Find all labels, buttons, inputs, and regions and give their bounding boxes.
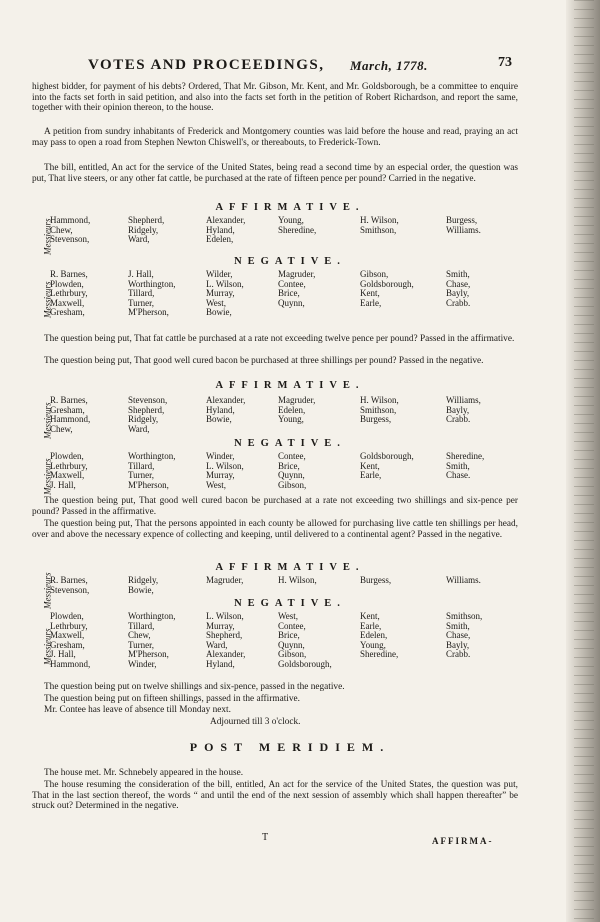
member-name: H. Wilson, [360, 395, 399, 405]
member-name: J. Hall, [50, 479, 76, 490]
member-name: Plowden, [50, 451, 84, 461]
heading-affirmative-1: AFFIRMATIVE. [215, 202, 365, 213]
member-name: Chew, [50, 224, 73, 235]
member-name: Murray, [206, 288, 235, 299]
member-name: Worthington, [128, 611, 176, 621]
member-name: Contee, [278, 278, 306, 289]
member-name: Stevenson, [50, 234, 90, 245]
running-date: March, 1778. [350, 58, 428, 73]
member-name: Bowie, [128, 584, 154, 595]
member-name: Ridgely, [128, 575, 159, 585]
member-name: Quynn, [278, 639, 305, 650]
member-name: Tillard, [128, 620, 155, 631]
member-name [278, 586, 360, 596]
paragraph-8b: The question being put on fifteen shillings, passed in the affirmative. [44, 694, 300, 704]
member-name: Tillard, [128, 460, 155, 471]
member-name: Murray, [206, 620, 235, 631]
messieurs-label: Messieurs [42, 458, 53, 496]
member-name: Hammond, [50, 414, 91, 425]
member-name: Williams. [446, 224, 481, 235]
member-name: Contee, [278, 620, 306, 631]
member-name [278, 425, 360, 435]
paragraph-2: A petition from sundry inhabitants of Frederick and Montgomery counties was laid before the house and read, praying an act may pass to open a road from Stephen Newton Chiswell's, or thereabouts, to Frederick-Town. [32, 127, 518, 148]
vote-list-affirmative-2 [36, 395, 506, 440]
member-name [360, 660, 446, 670]
member-name: Ward, [206, 639, 228, 650]
member-name: Smithson, [360, 404, 397, 415]
member-name: Murray, [206, 470, 235, 481]
member-name [360, 308, 446, 318]
member-name: Stevenson, [128, 395, 168, 405]
member-name: M'Pherson, [128, 649, 169, 660]
paragraph-10: The house resuming the consideration of the bill, entitled, An act for the service of the United States, the question was put, That in the last section thereof, the words “ and until the end of the next session of assembly which shall happen thereafter” be struck out? Determined in the negative. [32, 780, 518, 812]
member-name: Ridgely, [128, 414, 159, 425]
member-name [360, 425, 446, 435]
member-name: Lethrbury, [50, 460, 88, 471]
member-name: Bayly, [446, 404, 470, 415]
member-name: Young, [360, 639, 386, 650]
paragraph-7: The question being put, That the persons appointed in each county be allowed for purchasing live cattle ten shillings per head, over and above the necessary expence of collecting and keeping, until delivered to a continental agent? Passed in the negative. [32, 519, 518, 540]
member-name: H. Wilson, [278, 575, 317, 585]
member-name: Smith, [446, 620, 470, 631]
messieurs-label: Messieurs [42, 628, 53, 666]
member-name: Shepherd, [128, 215, 165, 225]
page-number: 73 [498, 55, 512, 70]
member-name: Quynn, [278, 470, 305, 481]
paragraph-9: The house met. Mr. Schnebely appeared in the house. [44, 768, 244, 778]
page-header [88, 57, 518, 74]
member-name: Shepherd, [206, 630, 243, 641]
member-name: Earle, [360, 620, 382, 631]
member-name [446, 235, 526, 245]
member-name: M'Pherson, [128, 479, 169, 490]
member-name: Hyland, [206, 404, 235, 415]
member-name: Turner, [128, 639, 155, 650]
member-name: M'Pherson, [128, 307, 169, 318]
member-name: Ridgely, [128, 224, 159, 235]
member-name: Brice, [278, 288, 300, 299]
member-name: H. Wilson, [360, 215, 399, 225]
member-name: Quynn, [278, 297, 305, 308]
member-name [278, 235, 360, 245]
page-edge [566, 0, 600, 922]
heading-affirmative-3: AFFIRMATIVE. [215, 562, 365, 573]
paragraph-5: The question being put, That good well cured bacon be purchased at three shillings per pound? Passed in the negative. [44, 356, 484, 366]
member-name: Burgess, [446, 215, 478, 225]
member-name: Worthington, [128, 451, 176, 461]
member-name: Brice, [278, 460, 300, 471]
member-name: Crabb. [446, 297, 471, 308]
member-name: Smith, [446, 269, 470, 279]
member-name: Earle, [360, 470, 382, 481]
member-name: West, [278, 611, 299, 621]
member-name: West, [206, 297, 227, 308]
messieurs-label: Messieurs [42, 402, 53, 440]
member-name: Burgess, [360, 575, 392, 585]
member-name: Gresham, [50, 639, 85, 650]
member-name: Hammond, [50, 658, 91, 669]
member-name: J. Hall, [50, 649, 76, 660]
heading-affirmative-2: AFFIRMATIVE. [215, 380, 365, 391]
member-name: Maxwell, [50, 470, 85, 481]
member-name: Young, [278, 414, 304, 425]
member-name: Plowden, [50, 278, 84, 289]
member-name: Smithson, [360, 224, 397, 235]
paragraph-6: The question being put, That good well cured bacon be purchased at a rate not exceeding two shillings and six-pence per pound? Passed in the affirmative. [32, 496, 518, 517]
member-name: Williams. [446, 575, 481, 585]
member-name: Crabb. [446, 414, 471, 425]
member-name [206, 586, 278, 596]
member-name: Chase. [446, 470, 471, 481]
member-name: L. Wilson, [206, 278, 244, 289]
member-name: Gresham, [50, 307, 85, 318]
vote-list-negative-1 [36, 270, 506, 320]
member-name: Magruder, [278, 269, 316, 279]
member-name: Alexander, [206, 215, 246, 225]
member-name: Magruder, [206, 575, 244, 585]
member-name: Maxwell, [50, 297, 85, 308]
member-name: Goldsborough, [278, 658, 332, 669]
catchword: AFFIRMA- [432, 836, 494, 846]
vote-list-negative-2 [36, 451, 506, 496]
member-name [360, 235, 446, 245]
member-name: Edelen, [278, 404, 306, 415]
member-name: Kent, [360, 460, 380, 471]
member-name: Tillard, [128, 288, 155, 299]
member-name: Winder, [128, 658, 157, 669]
messieurs-label: Messieurs [42, 281, 53, 319]
paragraph-8a: The question being put on twelve shillings and six-pence, passed in the negative. [44, 682, 345, 692]
member-name: Bayly, [446, 288, 470, 299]
member-name [446, 660, 526, 670]
adjourned-line: Adjourned till 3 o'clock. [210, 717, 301, 727]
member-name: Shepherd, [128, 404, 165, 415]
member-name: Maxwell, [50, 630, 85, 641]
member-name: Sheredine, [360, 649, 399, 660]
member-name: Hyland, [206, 658, 235, 669]
vote-list-affirmative-1 [36, 215, 506, 256]
heading-negative-1: NEGATIVE. [234, 256, 346, 267]
vote-list-negative-3 [36, 612, 506, 672]
member-name [278, 308, 360, 318]
member-name: Goldsborough, [360, 451, 414, 461]
member-name: West, [206, 479, 227, 490]
member-name [360, 586, 446, 596]
member-name: Smith, [446, 460, 470, 471]
member-name: R. Barnes, [50, 269, 88, 279]
heading-post-meridiem: POST MERIDIEM. [189, 740, 391, 754]
member-name: Gibson, [278, 649, 307, 660]
member-name: Contee, [278, 451, 306, 461]
paragraph-3: The bill, entitled, An act for the service of the United States, being read a second time by an especial order, the question was put, That live steers, or any other fat cattle, be purchased at the rate of fifteen pence per pound? Carried in the negative. [32, 163, 518, 184]
messieurs-label: Messieurs [42, 572, 53, 610]
member-name: Stevenson, [50, 584, 90, 595]
signature-mark: T [262, 832, 269, 843]
member-name: L. Wilson, [206, 611, 244, 621]
member-name: Magruder, [278, 395, 316, 405]
member-name [360, 481, 446, 491]
member-name: Chew, [128, 630, 151, 641]
member-name: Crabb. [446, 649, 471, 660]
member-name: Hammond, [50, 215, 91, 225]
member-name: R. Barnes, [50, 395, 88, 405]
member-name: Kent, [360, 288, 380, 299]
member-name: Kent, [360, 611, 380, 621]
member-name: Sheredine, [278, 224, 317, 235]
member-name: Gibson, [278, 479, 307, 490]
running-title: VOTES AND PROCEEDINGS, [88, 57, 325, 73]
member-name: Wilder, [206, 269, 233, 279]
member-name: Gibson, [360, 269, 389, 279]
member-name: Brice, [278, 630, 300, 641]
member-name: Edelen, [360, 630, 388, 641]
member-name [206, 425, 278, 435]
member-name: Hyland, [206, 224, 235, 235]
member-name: Young, [278, 215, 304, 225]
member-name: Burgess, [360, 414, 392, 425]
messieurs-label: Messieurs [42, 218, 53, 256]
member-name: Edelen, [206, 234, 234, 245]
member-name: Chase, [446, 630, 471, 641]
member-name: Worthington, [128, 278, 176, 289]
member-name: Lethrbury, [50, 288, 88, 299]
member-name [446, 481, 526, 491]
paragraph-8c: Mr. Contee has leave of absence till Monday next. [44, 705, 231, 715]
member-name: Gresham, [50, 404, 85, 415]
heading-negative-3: NEGATIVE. [234, 598, 346, 609]
member-name: Chew, [50, 423, 73, 434]
member-name: Smithson, [446, 611, 483, 621]
paragraph-4: The question being put, That fat cattle be purchased at a rate not exceeding twelve pence per pound? Passed in the affirmative. [44, 334, 515, 344]
member-name: Ward, [128, 423, 150, 434]
heading-negative-2: NEGATIVE. [234, 438, 346, 449]
member-name: Lethrbury, [50, 620, 88, 631]
member-name: Sheredine, [446, 451, 485, 461]
member-name: Plowden, [50, 611, 84, 621]
member-name: Alexander, [206, 395, 246, 405]
member-name [446, 586, 526, 596]
member-name: Chase, [446, 278, 471, 289]
member-name: Bayly, [446, 639, 470, 650]
member-name: R. Barnes, [50, 575, 88, 585]
member-name: L. Wilson, [206, 460, 244, 471]
member-name: Ward, [128, 234, 150, 245]
member-name: Goldsborough, [360, 278, 414, 289]
member-name: Williams, [446, 395, 481, 405]
member-name [446, 425, 526, 435]
member-name: Alexander, [206, 649, 246, 660]
member-name: Turner, [128, 470, 155, 481]
member-name [446, 308, 526, 318]
member-name: Earle, [360, 297, 382, 308]
member-name: Winder, [206, 451, 235, 461]
member-name: Bowie, [206, 307, 232, 318]
member-name: Turner, [128, 297, 155, 308]
member-name: Bowie, [206, 414, 232, 425]
paragraph-1: highest bidder, for payment of his debts? Ordered, That Mr. Gibson, Mr. Kent, and Mr. Goldsborough, be a committee to enquire into the facts set forth in said petition, and also into the facts set forth in the petition of Robert Richardson, and report the same, together with their opinion thereon, to the house. [32, 82, 518, 114]
member-name: J. Hall, [128, 269, 154, 279]
